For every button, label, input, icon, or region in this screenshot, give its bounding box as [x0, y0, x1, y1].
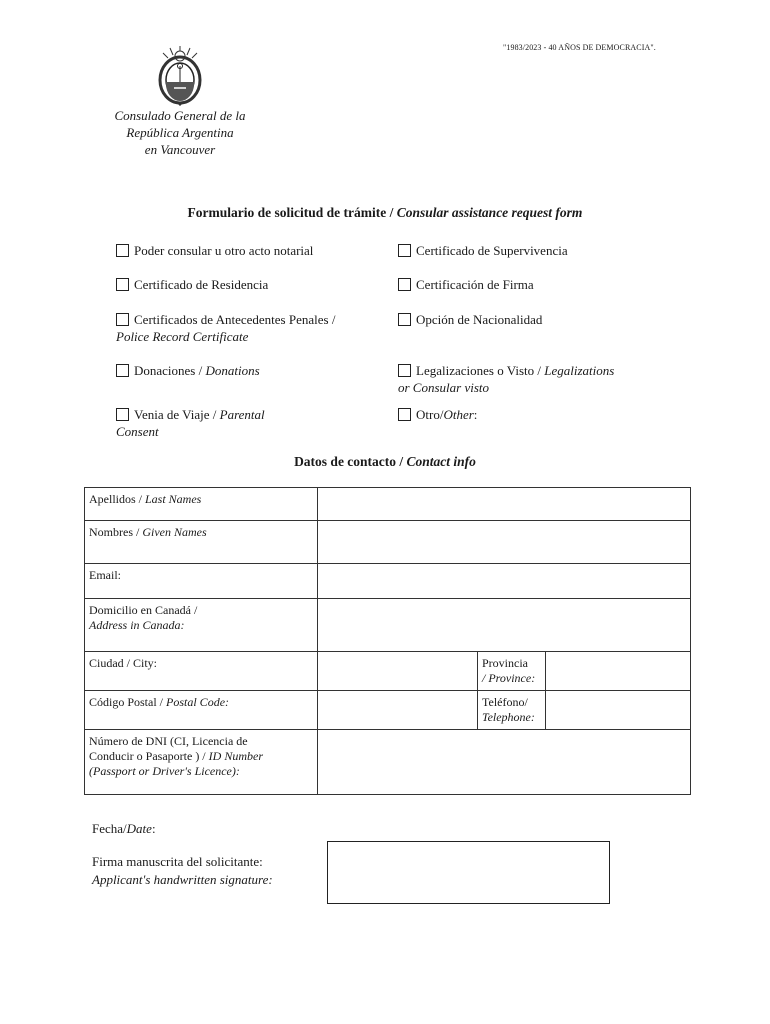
date-label	[92, 821, 156, 837]
province-field[interactable]	[546, 652, 691, 691]
checkbox-residencia[interactable]	[116, 278, 129, 291]
option-firma	[398, 276, 534, 293]
province-label-en: / Province:	[482, 671, 536, 685]
checkbox-venia[interactable]	[116, 408, 129, 421]
form-title	[0, 205, 770, 221]
consulate-line-1: Consulado General de la	[114, 108, 246, 123]
checkbox-legalizaciones[interactable]	[398, 364, 411, 377]
option-antecedentes-label-es: Certificados de Antecedentes Penales /	[134, 312, 336, 327]
date-label-en: Date	[126, 821, 152, 836]
checkbox-donaciones[interactable]	[116, 364, 129, 377]
option-nacionalidad	[398, 311, 542, 328]
consulate-line-3: en Vancouver	[144, 142, 216, 157]
consulate-name	[95, 107, 265, 158]
option-antecedentes	[116, 311, 386, 345]
date-label-colon: :	[151, 821, 156, 836]
option-residencia	[116, 276, 268, 293]
signature-label-en: Applicant's handwritten signature:	[92, 872, 273, 887]
row-city-province	[85, 652, 691, 691]
option-venia-label-en1: Parental	[219, 407, 265, 422]
signature-label-es: Firma manuscrita del solicitante:	[92, 854, 263, 869]
option-venia	[116, 406, 316, 440]
city-label: Ciudad / City:	[85, 652, 318, 691]
dni-label-en-1: ID Number	[208, 749, 263, 763]
checkbox-otro[interactable]	[398, 408, 411, 421]
dni-label-es-2: Conducir o Pasaporte ) /	[89, 749, 206, 763]
phone-label	[478, 691, 546, 730]
given-names-label-en: Given Names	[142, 525, 207, 539]
option-otro-label-es: Otro/	[416, 407, 444, 422]
option-poder	[116, 242, 313, 259]
option-residencia-label: Certificado de Residencia	[134, 277, 269, 292]
dni-label-es-1: Número de DNI (CI, Licencia de	[89, 734, 248, 748]
signature-box[interactable]	[327, 841, 610, 904]
given-names-field[interactable]	[318, 521, 691, 564]
province-label-es: Provincia	[482, 656, 528, 670]
contact-title-en: Contact info	[406, 454, 476, 469]
row-postal-phone	[85, 691, 691, 730]
form-title-en: Consular assistance request form	[396, 205, 583, 220]
checkbox-firma[interactable]	[398, 278, 411, 291]
option-supervivencia	[398, 242, 568, 259]
row-last-names	[85, 488, 691, 521]
dni-label	[85, 730, 318, 795]
option-supervivencia-label: Certificado de Supervivencia	[416, 243, 568, 258]
option-legalizaciones-label-es: Legalizaciones o Visto /	[416, 363, 541, 378]
phone-label-en: Telephone:	[482, 710, 535, 724]
option-legalizaciones-label-en1: Legalizations	[544, 363, 615, 378]
last-names-label-es: Apellidos /	[89, 492, 142, 506]
last-names-field[interactable]	[318, 488, 691, 521]
dni-field[interactable]	[318, 730, 691, 795]
phone-label-es: Teléfono/	[482, 695, 528, 709]
contact-title-es: Datos de contacto /	[294, 454, 404, 469]
postal-code-label	[85, 691, 318, 730]
form-title-es: Formulario de solicitud de trámite /	[187, 205, 394, 220]
postal-code-label-en: Postal Code:	[166, 695, 230, 709]
consulate-line-2: República Argentina	[126, 125, 234, 140]
option-donaciones-label-es: Donaciones /	[134, 363, 203, 378]
option-donaciones	[116, 362, 260, 379]
option-nacionalidad-label: Opción de Nacionalidad	[416, 312, 543, 327]
postal-code-label-es: Código Postal /	[89, 695, 164, 709]
address-label	[85, 599, 318, 652]
contact-section-title	[0, 454, 770, 470]
given-names-label-es: Nombres /	[89, 525, 140, 539]
given-names-label	[85, 521, 318, 564]
row-given-names	[85, 521, 691, 564]
email-label: Email:	[85, 564, 318, 599]
option-venia-label-en2: Consent	[116, 424, 159, 439]
option-antecedentes-label-en: Police Record Certificate	[116, 329, 249, 344]
option-venia-label-es: Venia de Viaje /	[134, 407, 217, 422]
option-legalizaciones-label-en2: or Consular visto	[398, 380, 490, 395]
postal-code-field[interactable]	[318, 691, 478, 730]
option-donaciones-label-en: Donations	[205, 363, 260, 378]
option-firma-label: Certificación de Firma	[416, 277, 534, 292]
province-label	[478, 652, 546, 691]
dni-label-en-2: (Passport or Driver's Licence):	[89, 764, 240, 778]
checkbox-poder[interactable]	[116, 244, 129, 257]
argentina-coat-of-arms-icon	[155, 44, 205, 106]
address-field[interactable]	[318, 599, 691, 652]
checkbox-antecedentes[interactable]	[116, 313, 129, 326]
city-field[interactable]	[318, 652, 478, 691]
email-field[interactable]	[318, 564, 691, 599]
row-dni	[85, 730, 691, 795]
option-otro-colon: :	[473, 407, 478, 422]
checkbox-supervivencia[interactable]	[398, 244, 411, 257]
row-email	[85, 564, 691, 599]
option-otro-label-en: Other	[443, 407, 474, 422]
checkbox-nacionalidad[interactable]	[398, 313, 411, 326]
option-otro	[398, 406, 477, 423]
date-label-es: Fecha/	[92, 821, 127, 836]
address-label-en: Address in Canada:	[89, 618, 185, 632]
last-names-label	[85, 488, 318, 521]
option-poder-label: Poder consular u otro acto notarial	[134, 243, 314, 258]
option-legalizaciones	[398, 362, 658, 396]
contact-table	[84, 487, 691, 795]
phone-field[interactable]	[546, 691, 691, 730]
motto-text: "1983/2023 - 40 AÑOS DE DEMOCRACIA".	[503, 43, 656, 52]
address-label-es: Domicilio en Canadá /	[89, 603, 198, 617]
last-names-label-en: Last Names	[145, 492, 202, 506]
signature-label	[92, 853, 273, 889]
row-address	[85, 599, 691, 652]
